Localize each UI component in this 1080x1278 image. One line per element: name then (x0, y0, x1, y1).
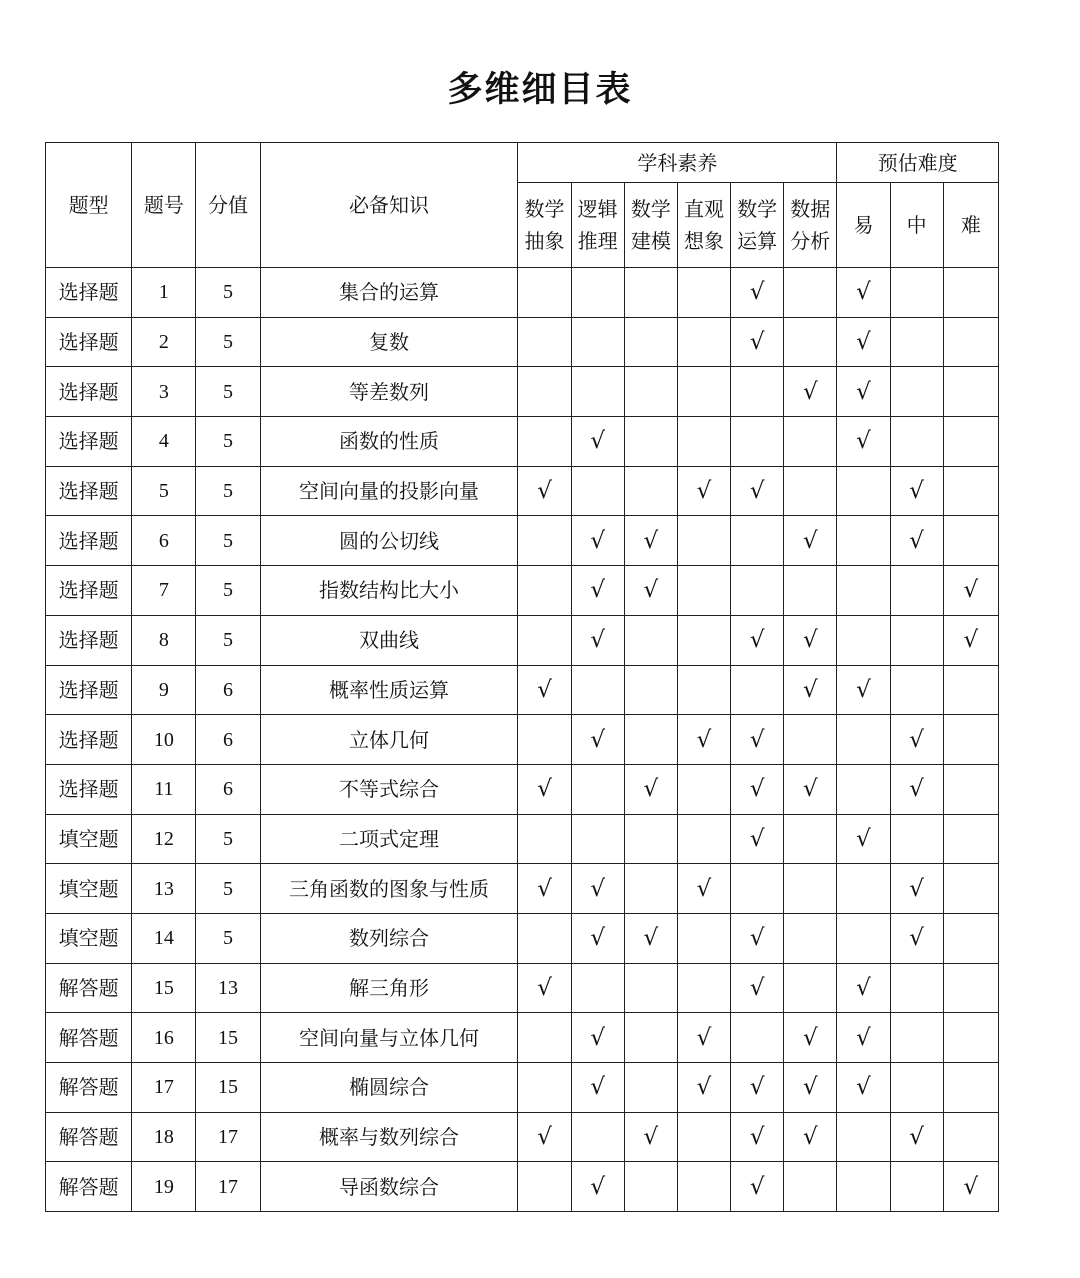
empty-cell-hard (943, 516, 998, 566)
empty-cell-easy (837, 1112, 890, 1162)
empty-cell-modeling (624, 963, 677, 1013)
empty-cell-hard (943, 268, 998, 318)
cell-score: 6 (196, 715, 260, 765)
check-mark-hard: √ (943, 566, 998, 616)
check-mark-easy: √ (837, 665, 890, 715)
cell-score: 13 (196, 963, 260, 1013)
empty-cell-easy (837, 764, 890, 814)
cell-type: 选择题 (46, 665, 132, 715)
empty-cell-data-analysis (784, 466, 837, 516)
empty-cell-easy (837, 913, 890, 963)
cell-score: 15 (196, 1013, 260, 1063)
empty-cell-reasoning (571, 764, 624, 814)
check-mark-abstraction: √ (518, 764, 571, 814)
header-knowledge: 必备知识 (260, 143, 518, 268)
empty-cell-reasoning (571, 963, 624, 1013)
cell-number: 10 (132, 715, 196, 765)
check-mark-abstraction: √ (518, 963, 571, 1013)
empty-cell-hard (943, 317, 998, 367)
cell-number: 3 (132, 367, 196, 417)
check-mark-modeling: √ (624, 913, 677, 963)
empty-cell-modeling (624, 715, 677, 765)
empty-cell-abstraction (518, 1162, 571, 1212)
check-mark-abstraction: √ (518, 1112, 571, 1162)
empty-cell-easy (837, 615, 890, 665)
cell-knowledge: 圆的公切线 (260, 516, 518, 566)
cell-type: 选择题 (46, 466, 132, 516)
cell-type: 选择题 (46, 516, 132, 566)
cell-knowledge: 复数 (260, 317, 518, 367)
check-mark-easy: √ (837, 1013, 890, 1063)
table-row (46, 1112, 999, 1162)
empty-cell-modeling (624, 814, 677, 864)
check-mark-data-analysis: √ (784, 764, 837, 814)
empty-cell-imagination (677, 367, 730, 417)
table-row (46, 913, 999, 963)
empty-cell-hard (943, 1063, 998, 1113)
empty-cell-abstraction (518, 268, 571, 318)
empty-cell-data-analysis (784, 864, 837, 914)
cell-number: 17 (132, 1063, 196, 1113)
empty-cell-imagination (677, 516, 730, 566)
check-mark-operation: √ (731, 913, 784, 963)
cell-number: 4 (132, 417, 196, 467)
cell-type: 解答题 (46, 963, 132, 1013)
empty-cell-reasoning (571, 367, 624, 417)
check-mark-modeling: √ (624, 1112, 677, 1162)
table-row (46, 814, 999, 864)
empty-cell-hard (943, 367, 998, 417)
cell-knowledge: 概率性质运算 (260, 665, 518, 715)
check-mark-imagination: √ (677, 1013, 730, 1063)
check-mark-operation: √ (731, 715, 784, 765)
empty-cell-abstraction (518, 715, 571, 765)
check-mark-modeling: √ (624, 516, 677, 566)
check-mark-data-analysis: √ (784, 1063, 837, 1113)
table-row (46, 516, 999, 566)
check-mark-data-analysis: √ (784, 615, 837, 665)
table-row (46, 268, 999, 318)
check-mark-easy: √ (837, 317, 890, 367)
check-mark-easy: √ (837, 963, 890, 1013)
empty-cell-abstraction (518, 1013, 571, 1063)
empty-cell-data-analysis (784, 963, 837, 1013)
empty-cell-modeling (624, 1063, 677, 1113)
check-mark-operation: √ (731, 814, 784, 864)
cell-score: 17 (196, 1162, 260, 1212)
check-mark-operation: √ (731, 615, 784, 665)
cell-number: 13 (132, 864, 196, 914)
empty-cell-abstraction (518, 1063, 571, 1113)
check-mark-easy: √ (837, 1063, 890, 1113)
table-body (46, 268, 999, 1212)
empty-cell-medium (890, 814, 943, 864)
empty-cell-modeling (624, 466, 677, 516)
empty-cell-imagination (677, 814, 730, 864)
empty-cell-medium (890, 566, 943, 616)
check-mark-medium: √ (890, 516, 943, 566)
empty-cell-data-analysis (784, 317, 837, 367)
empty-cell-imagination (677, 417, 730, 467)
empty-cell-modeling (624, 317, 677, 367)
check-mark-easy: √ (837, 417, 890, 467)
check-mark-medium: √ (890, 913, 943, 963)
check-mark-operation: √ (731, 268, 784, 318)
empty-cell-data-analysis (784, 1162, 837, 1212)
cell-type: 填空题 (46, 913, 132, 963)
cell-number: 1 (132, 268, 196, 318)
check-mark-easy: √ (837, 814, 890, 864)
cell-type: 选择题 (46, 764, 132, 814)
empty-cell-imagination (677, 764, 730, 814)
empty-cell-abstraction (518, 367, 571, 417)
check-mark-hard: √ (943, 615, 998, 665)
table-row (46, 1013, 999, 1063)
cell-knowledge: 解三角形 (260, 963, 518, 1013)
empty-cell-imagination (677, 566, 730, 616)
cell-number: 9 (132, 665, 196, 715)
cell-score: 5 (196, 367, 260, 417)
empty-cell-abstraction (518, 516, 571, 566)
empty-cell-abstraction (518, 913, 571, 963)
cell-knowledge: 导函数综合 (260, 1162, 518, 1212)
table-row (46, 466, 999, 516)
empty-cell-modeling (624, 615, 677, 665)
empty-cell-modeling (624, 1013, 677, 1063)
empty-cell-medium (890, 1063, 943, 1113)
empty-cell-reasoning (571, 1112, 624, 1162)
check-mark-imagination: √ (677, 466, 730, 516)
check-mark-imagination: √ (677, 864, 730, 914)
header-literacy-modeling: 数学 建模 (624, 183, 677, 268)
empty-cell-hard (943, 1013, 998, 1063)
cell-score: 15 (196, 1063, 260, 1113)
header-type: 题型 (46, 143, 132, 268)
table-row (46, 615, 999, 665)
cell-type: 选择题 (46, 367, 132, 417)
check-mark-abstraction: √ (518, 466, 571, 516)
check-mark-operation: √ (731, 1162, 784, 1212)
detail-table (45, 142, 999, 1212)
check-mark-easy: √ (837, 367, 890, 417)
header-difficulty-group: 预估难度 (837, 143, 999, 183)
empty-cell-imagination (677, 268, 730, 318)
check-mark-reasoning: √ (571, 516, 624, 566)
empty-cell-easy (837, 516, 890, 566)
cell-type: 选择题 (46, 566, 132, 616)
check-mark-operation: √ (731, 963, 784, 1013)
header-difficulty-hard: 难 (943, 183, 998, 268)
empty-cell-imagination (677, 1162, 730, 1212)
check-mark-reasoning: √ (571, 615, 624, 665)
cell-number: 19 (132, 1162, 196, 1212)
empty-cell-hard (943, 1112, 998, 1162)
empty-cell-easy (837, 566, 890, 616)
empty-cell-imagination (677, 913, 730, 963)
empty-cell-imagination (677, 665, 730, 715)
check-mark-modeling: √ (624, 566, 677, 616)
empty-cell-medium (890, 1013, 943, 1063)
cell-score: 6 (196, 764, 260, 814)
check-mark-data-analysis: √ (784, 665, 837, 715)
empty-cell-abstraction (518, 317, 571, 367)
check-mark-medium: √ (890, 764, 943, 814)
empty-cell-operation (731, 367, 784, 417)
cell-knowledge: 概率与数列综合 (260, 1112, 518, 1162)
empty-cell-operation (731, 417, 784, 467)
cell-knowledge: 立体几何 (260, 715, 518, 765)
check-mark-data-analysis: √ (784, 1013, 837, 1063)
check-mark-reasoning: √ (571, 864, 624, 914)
empty-cell-abstraction (518, 615, 571, 665)
cell-score: 17 (196, 1112, 260, 1162)
cell-type: 选择题 (46, 417, 132, 467)
cell-knowledge: 数列综合 (260, 913, 518, 963)
check-mark-medium: √ (890, 466, 943, 516)
table-row (46, 317, 999, 367)
empty-cell-modeling (624, 268, 677, 318)
cell-number: 7 (132, 566, 196, 616)
cell-number: 6 (132, 516, 196, 566)
cell-type: 解答题 (46, 1162, 132, 1212)
check-mark-medium: √ (890, 715, 943, 765)
empty-cell-operation (731, 665, 784, 715)
cell-type: 解答题 (46, 1112, 132, 1162)
check-mark-abstraction: √ (518, 665, 571, 715)
empty-cell-easy (837, 715, 890, 765)
cell-knowledge: 三角函数的图象与性质 (260, 864, 518, 914)
check-mark-data-analysis: √ (784, 1112, 837, 1162)
page-title: 多维细目表 (447, 70, 633, 110)
table-row (46, 1162, 999, 1212)
cell-knowledge: 空间向量的投影向量 (260, 466, 518, 516)
cell-knowledge: 二项式定理 (260, 814, 518, 864)
cell-score: 5 (196, 317, 260, 367)
check-mark-easy: √ (837, 268, 890, 318)
empty-cell-abstraction (518, 566, 571, 616)
cell-knowledge: 空间向量与立体几何 (260, 1013, 518, 1063)
check-mark-reasoning: √ (571, 417, 624, 467)
empty-cell-data-analysis (784, 715, 837, 765)
check-mark-reasoning: √ (571, 715, 624, 765)
cell-number: 5 (132, 466, 196, 516)
cell-score: 5 (196, 516, 260, 566)
table-row (46, 665, 999, 715)
cell-score: 6 (196, 665, 260, 715)
header-literacy-imagination: 直观 想象 (677, 183, 730, 268)
empty-cell-reasoning (571, 665, 624, 715)
empty-cell-modeling (624, 1162, 677, 1212)
empty-cell-abstraction (518, 417, 571, 467)
cell-type: 选择题 (46, 715, 132, 765)
empty-cell-reasoning (571, 317, 624, 367)
empty-cell-hard (943, 715, 998, 765)
empty-cell-abstraction (518, 814, 571, 864)
empty-cell-medium (890, 665, 943, 715)
cell-type: 解答题 (46, 1013, 132, 1063)
check-mark-operation: √ (731, 1112, 784, 1162)
empty-cell-medium (890, 268, 943, 318)
empty-cell-modeling (624, 665, 677, 715)
cell-knowledge: 等差数列 (260, 367, 518, 417)
cell-type: 选择题 (46, 615, 132, 665)
header-number: 题号 (132, 143, 196, 268)
header-literacy-group: 学科素养 (518, 143, 837, 183)
cell-score: 5 (196, 864, 260, 914)
cell-knowledge: 指数结构比大小 (260, 566, 518, 616)
empty-cell-imagination (677, 963, 730, 1013)
check-mark-operation: √ (731, 764, 784, 814)
check-mark-hard: √ (943, 1162, 998, 1212)
empty-cell-medium (890, 417, 943, 467)
table-row (46, 367, 999, 417)
empty-cell-modeling (624, 864, 677, 914)
empty-cell-reasoning (571, 466, 624, 516)
empty-cell-easy (837, 1162, 890, 1212)
empty-cell-operation (731, 516, 784, 566)
cell-score: 5 (196, 615, 260, 665)
empty-cell-hard (943, 814, 998, 864)
empty-cell-reasoning (571, 268, 624, 318)
cell-knowledge: 不等式综合 (260, 764, 518, 814)
empty-cell-data-analysis (784, 268, 837, 318)
cell-score: 5 (196, 913, 260, 963)
cell-number: 12 (132, 814, 196, 864)
empty-cell-hard (943, 764, 998, 814)
empty-cell-modeling (624, 417, 677, 467)
cell-number: 16 (132, 1013, 196, 1063)
cell-type: 解答题 (46, 1063, 132, 1113)
table-row (46, 566, 999, 616)
cell-number: 18 (132, 1112, 196, 1162)
header-literacy-operation: 数学 运算 (731, 183, 784, 268)
check-mark-operation: √ (731, 466, 784, 516)
cell-type: 填空题 (46, 864, 132, 914)
table-row (46, 715, 999, 765)
empty-cell-easy (837, 864, 890, 914)
empty-cell-hard (943, 665, 998, 715)
empty-cell-data-analysis (784, 814, 837, 864)
check-mark-abstraction: √ (518, 864, 571, 914)
check-mark-reasoning: √ (571, 1013, 624, 1063)
empty-cell-medium (890, 963, 943, 1013)
check-mark-data-analysis: √ (784, 367, 837, 417)
cell-number: 2 (132, 317, 196, 367)
empty-cell-hard (943, 864, 998, 914)
cell-knowledge: 集合的运算 (260, 268, 518, 318)
empty-cell-hard (943, 417, 998, 467)
check-mark-imagination: √ (677, 1063, 730, 1113)
empty-cell-hard (943, 466, 998, 516)
empty-cell-medium (890, 1162, 943, 1212)
cell-type: 选择题 (46, 317, 132, 367)
check-mark-medium: √ (890, 1112, 943, 1162)
table-row (46, 1063, 999, 1113)
empty-cell-imagination (677, 317, 730, 367)
empty-cell-reasoning (571, 814, 624, 864)
cell-type: 填空题 (46, 814, 132, 864)
header-literacy-data-analysis: 数据 分析 (784, 183, 837, 268)
empty-cell-imagination (677, 615, 730, 665)
check-mark-modeling: √ (624, 764, 677, 814)
empty-cell-data-analysis (784, 913, 837, 963)
header-difficulty-medium: 中 (890, 183, 943, 268)
cell-number: 15 (132, 963, 196, 1013)
empty-cell-modeling (624, 367, 677, 417)
cell-type: 选择题 (46, 268, 132, 318)
check-mark-reasoning: √ (571, 1063, 624, 1113)
cell-score: 5 (196, 268, 260, 318)
empty-cell-operation (731, 1013, 784, 1063)
check-mark-data-analysis: √ (784, 516, 837, 566)
table-row (46, 764, 999, 814)
empty-cell-hard (943, 963, 998, 1013)
empty-cell-medium (890, 615, 943, 665)
empty-cell-operation (731, 566, 784, 616)
check-mark-imagination: √ (677, 715, 730, 765)
cell-score: 5 (196, 566, 260, 616)
check-mark-reasoning: √ (571, 1162, 624, 1212)
empty-cell-easy (837, 466, 890, 516)
cell-number: 11 (132, 764, 196, 814)
check-mark-reasoning: √ (571, 566, 624, 616)
check-mark-operation: √ (731, 317, 784, 367)
header-difficulty-easy: 易 (837, 183, 890, 268)
header-literacy-reasoning: 逻辑 推理 (571, 183, 624, 268)
cell-knowledge: 函数的性质 (260, 417, 518, 467)
cell-score: 5 (196, 466, 260, 516)
cell-number: 8 (132, 615, 196, 665)
check-mark-operation: √ (731, 1063, 784, 1113)
table-row (46, 963, 999, 1013)
empty-cell-medium (890, 317, 943, 367)
cell-score: 5 (196, 417, 260, 467)
cell-number: 14 (132, 913, 196, 963)
empty-cell-data-analysis (784, 417, 837, 467)
check-mark-medium: √ (890, 864, 943, 914)
empty-cell-operation (731, 864, 784, 914)
cell-score: 5 (196, 814, 260, 864)
cell-knowledge: 椭圆综合 (260, 1063, 518, 1113)
header-score: 分值 (196, 143, 260, 268)
table-row (46, 864, 999, 914)
table-row (46, 417, 999, 467)
check-mark-reasoning: √ (571, 913, 624, 963)
cell-knowledge: 双曲线 (260, 615, 518, 665)
header-literacy-abstraction: 数学 抽象 (518, 183, 571, 268)
empty-cell-medium (890, 367, 943, 417)
empty-cell-data-analysis (784, 566, 837, 616)
empty-cell-hard (943, 913, 998, 963)
empty-cell-imagination (677, 1112, 730, 1162)
